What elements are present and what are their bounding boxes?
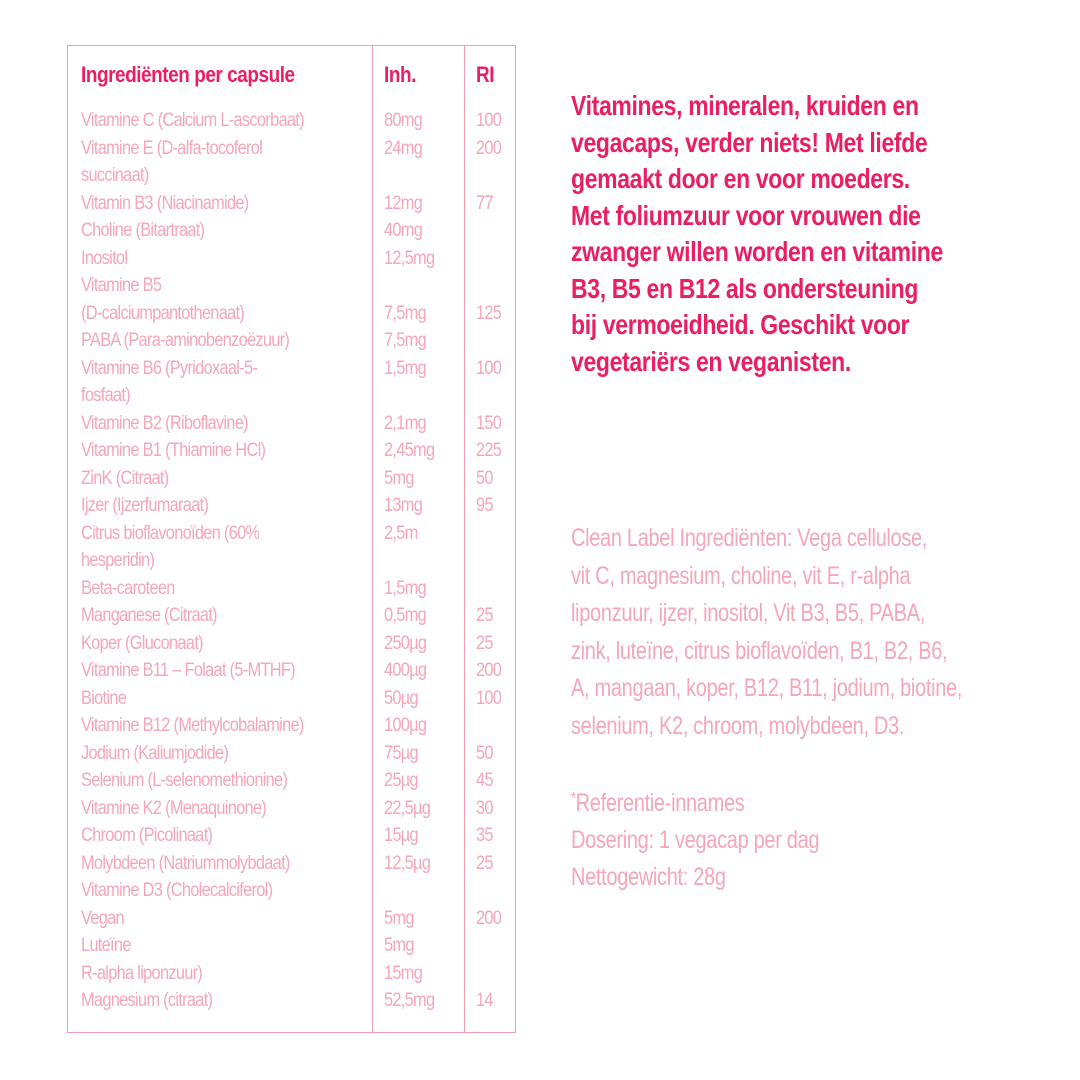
ingredient-ri: 14 [476, 990, 493, 1011]
ingredient-name: Biotine [81, 687, 127, 709]
ingredient-ri: 100 [476, 110, 502, 131]
ingredient-name: Molybdeen (Natriummolybdaat) [81, 852, 290, 874]
reference-text: Referentie-innames [575, 789, 745, 817]
ingredient-ri: 100 [476, 687, 502, 709]
ingredient-ri: 200 [476, 137, 502, 159]
ingredient-amount: 24mg [384, 137, 423, 159]
ingredient-amount: 1,5mg [384, 357, 426, 379]
ingredient-name: (D-calciumpantothenaat) [81, 302, 245, 324]
ingredient-ri: 100 [476, 357, 502, 379]
clean-label-line: zink, luteïne, citrus bioflavoïden, B1, B2, B6, [571, 636, 948, 665]
ingredient-name: R-alpha liponzuur) [81, 962, 203, 984]
ingredient-ri: 125 [476, 302, 502, 324]
ingredient-amount: 12mg [384, 192, 423, 214]
asterisk: * [571, 790, 576, 807]
description-line: vegacaps, verder niets! Met liefde [571, 126, 928, 158]
description-line: zwanger willen worden en vitamine [571, 236, 943, 267]
ingredient-amount: 1,5mg [384, 577, 426, 599]
ingredient-name: Ijzer (Ijzerfumaraat) [81, 495, 209, 516]
ingredient-amount: 2,5m [384, 522, 418, 544]
dosage-text: Dosering: 1 vegacap per dag [571, 826, 820, 854]
ingredient-ri: 200 [476, 907, 502, 929]
ingredient-name: Vitamin B3 (Niacinamide) [81, 192, 249, 214]
ingredient-ri: 25 [476, 605, 493, 626]
ingredient-amount: 25µg [384, 770, 418, 791]
description-line: bij vermoeidheid. Geschikt voor [571, 309, 910, 340]
ingredient-amount: 15µg [384, 825, 418, 846]
ingredient-name: Inositol [81, 247, 128, 269]
ingredient-amount: 75µg [384, 742, 418, 764]
clean-label-ingredients [571, 520, 987, 745]
ingredient-name: Jodium (Kaliumjodide) [81, 742, 229, 764]
ingredient-amount: 2,45mg [384, 440, 435, 461]
clean-label-line: liponzuur, ijzer, inositol, Vit B3, B5, PABA, [571, 599, 925, 627]
ingredient-name: Vitamine B5 [81, 275, 162, 296]
header-amount: Inh. [384, 62, 416, 87]
ingredient-amount: 80mg [384, 110, 423, 131]
ingredient-amount: 5mg [384, 907, 414, 929]
ingredient-name: Beta-caroteen [81, 577, 175, 599]
ingredient-ri: 30 [476, 797, 493, 819]
clean-label-line: selenium, K2, chroom, molybdeen, D3. [571, 711, 905, 740]
ingredient-amount: 250µg [384, 632, 427, 654]
description-line: vegetariërs en veganisten. [571, 345, 851, 377]
product-description [571, 88, 997, 380]
ingredient-amount: 5mg [384, 935, 414, 956]
ingredient-amount: 400µg [384, 660, 427, 681]
ingredient-ri: 77 [476, 192, 493, 214]
ingredient-amount: 100µg [384, 715, 427, 736]
ingredient-amount: 40mg [384, 220, 423, 241]
ingredient-amount: 52,5mg [384, 990, 435, 1011]
ingredient-name: Luteïne [81, 935, 131, 956]
ingredient-ri: 150 [476, 412, 502, 434]
ingredient-name: Vitamine B2 (Riboflavine) [81, 412, 248, 434]
ingredient-name: Magnesium (citraat) [81, 990, 213, 1011]
ingredient-name: Vitamine C (Calcium L-ascorbaat) [81, 110, 304, 131]
ingredient-name: Vitamine D3 (Cholecalciferol) [81, 880, 273, 901]
ingredient-ri: 45 [476, 770, 493, 791]
ingredient-ri: 200 [476, 660, 502, 681]
ingredient-amount: 12,5mg [384, 247, 435, 269]
ingredient-name: fosfaat) [81, 385, 130, 406]
net-weight-text: Nettogewicht: 28g [571, 863, 726, 891]
clean-label-line: Clean Label Ingrediënten: Vega cellulose, [571, 524, 928, 552]
description-line: B3, B5 en B12 als ondersteuning [571, 272, 919, 304]
ingredients-table [67, 45, 516, 1033]
ingredient-ri: 50 [476, 742, 493, 764]
ingredient-amount: 13mg [384, 495, 423, 516]
ingredient-amount: 2,1mg [384, 412, 426, 434]
ingredient-name: Chroom (Picolinaat) [81, 825, 213, 846]
ingredient-name: Vitamine B1 (Thiamine HCl) [81, 440, 266, 461]
header-ri: RI [476, 62, 495, 87]
ingredient-amount: 5mg [384, 467, 414, 489]
ingredient-amount: 15mg [384, 962, 423, 984]
ingredient-name: Vegan [81, 907, 124, 929]
description-line: Met foliumzuur voor vrouwen die [571, 199, 921, 231]
ingredient-ri: 35 [476, 825, 493, 846]
ingredient-name: ZinK (Citraat) [81, 467, 169, 489]
ingredient-name: Vitamine K2 (Menaquinone) [81, 797, 267, 819]
ingredient-name: Vitamine E (D-alfa-tocoferol [81, 137, 263, 159]
ingredient-ri: 95 [476, 495, 493, 516]
ingredient-name: Koper (Gluconaat) [81, 632, 203, 654]
ingredient-name: Selenium (L-selenomethionine) [81, 770, 288, 791]
ingredient-name: PABA (Para-aminobenzoëzuur) [81, 330, 290, 351]
ingredient-name: hesperidin) [81, 550, 155, 571]
ingredient-name: Manganese (Citraat) [81, 605, 217, 626]
ingredient-name: Citrus bioflavonoïden (60% [81, 522, 260, 544]
description-line: gemaakt door en voor moeders. [571, 163, 910, 194]
ingredient-name: Vitamine B6 (Pyridoxaal-5- [81, 357, 258, 379]
ingredient-amount: 50µg [384, 687, 418, 709]
ingredient-ri: 225 [476, 440, 502, 461]
clean-label-line: vit C, magnesium, choline, vit E, r-alpha [571, 561, 911, 590]
ingredient-name: Vitamine B12 (Methylcobalamine) [81, 715, 304, 736]
ingredient-amount: 22,5µg [384, 797, 431, 819]
ingredient-ri: 25 [476, 852, 493, 874]
ingredient-amount: 7,5mg [384, 302, 426, 324]
ingredient-ri: 50 [476, 467, 493, 489]
ingredient-name: succinaat) [81, 165, 149, 186]
column-divider [372, 46, 373, 1032]
description-line: Vitamines, mineralen, kruiden en [571, 90, 919, 121]
ingredient-ri: 25 [476, 632, 493, 654]
ingredient-amount: 0,5mg [384, 605, 426, 626]
ingredient-name: Choline (Bitartraat) [81, 220, 205, 241]
column-divider [464, 46, 465, 1032]
ingredient-amount: 7,5mg [384, 330, 426, 351]
header-ingredients: Ingrediënten per capsule [81, 62, 295, 87]
clean-label-line: A, mangaan, koper, B12, B11, jodium, biotine, [571, 674, 963, 702]
ingredient-amount: 12,5µg [384, 852, 431, 874]
footnotes [571, 780, 819, 896]
reference-note [571, 780, 819, 822]
ingredient-name: Vitamine B11 – Folaat (5-MTHF) [81, 660, 295, 681]
